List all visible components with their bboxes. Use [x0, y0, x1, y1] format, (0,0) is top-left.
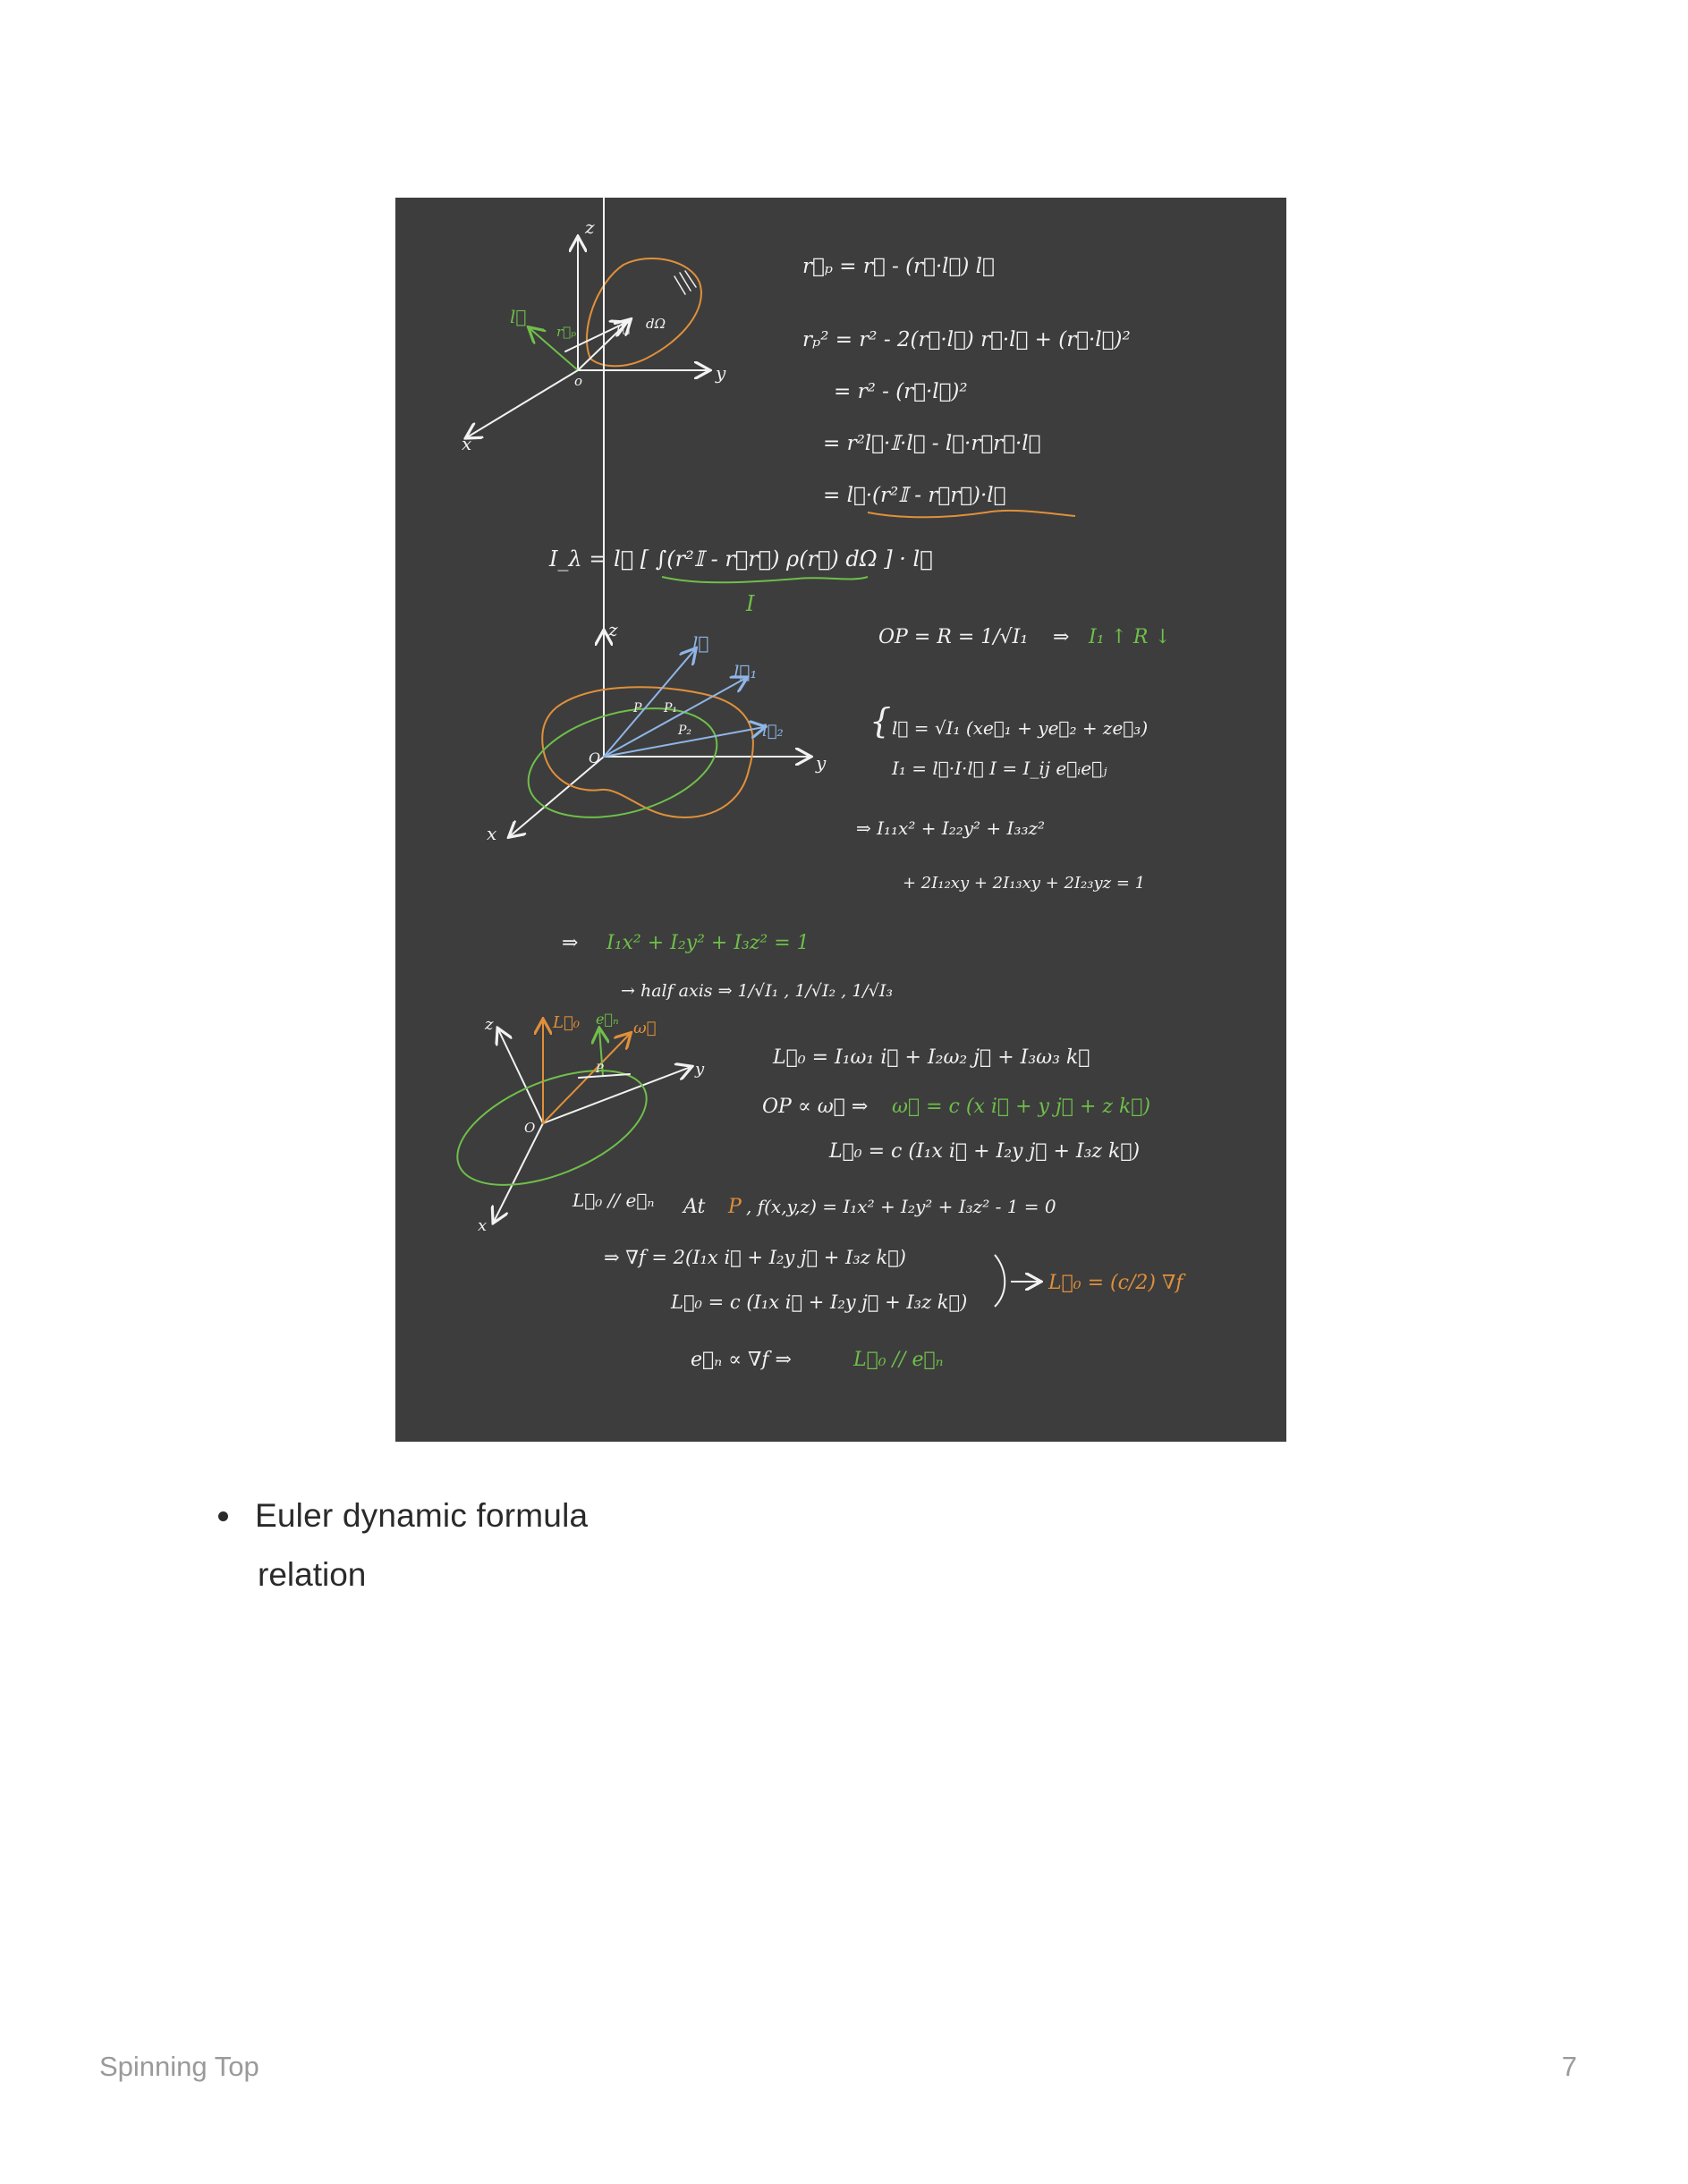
- bullet-sub-text: relation: [258, 1556, 367, 1593]
- tangent-line: [579, 1074, 630, 1078]
- axis-z-line-3: [498, 1029, 543, 1123]
- diagram1-axis-z-label: z: [585, 216, 595, 238]
- deriv3-brace-right: [995, 1255, 1005, 1307]
- deriv3-L3: L⃗₀ = c (I₁x i⃗ + I₂y j⃗ + I₃z k⃗): [671, 1291, 968, 1313]
- diagram1-dOmega-label: dΩ: [646, 316, 666, 332]
- axis-x-line-2: [510, 757, 604, 836]
- deriv2-op-result: I₁ ↑ R ↓: [1089, 626, 1171, 648]
- inertia-ellipse-3: [442, 1047, 663, 1208]
- deriv2-brace: {: [869, 701, 892, 741]
- deriv3-parallel: L⃗₀ // e⃗ₙ: [573, 1189, 655, 1211]
- diagram2-axis-z-label: z: [608, 619, 618, 640]
- bullet-list: [215, 1489, 588, 1543]
- vec-w-arrow: [543, 1034, 630, 1123]
- diagram2-point-p1-label: P₁: [664, 701, 678, 715]
- list-item: [215, 1489, 588, 1543]
- deriv1-line4: = r²l⃗·𝕀·l⃗ - l⃗·r⃗r⃗·l⃗: [823, 432, 1041, 455]
- bullet-item-text: Euler dynamic formula: [255, 1497, 589, 1534]
- deriv3-L2: L⃗₀ = c (I₁x i⃗ + I₂y j⃗ + I₃z k⃗): [829, 1140, 1141, 1163]
- deriv3-grad: ⇒ ∇f = 2(I₁x i⃗ + I₂y j⃗ + I₃z k⃗): [604, 1247, 906, 1268]
- diagram3-vec-en-label: e⃗ₙ: [596, 1011, 619, 1028]
- deriv2-ellipsoid-arrow: ⇒: [562, 932, 579, 954]
- deriv3-w: ω⃗ = c (x i⃗ + y j⃗ + z k⃗): [892, 1096, 1151, 1118]
- diagram1-vec-r-label: r⃗: [616, 321, 631, 335]
- deriv3-en-grad: e⃗ₙ ∝ ∇f ⇒: [691, 1349, 792, 1371]
- diagram3-axis-x-label: x: [478, 1216, 488, 1235]
- deriv3-at-point: P: [728, 1196, 742, 1218]
- footer-page-number: 7: [1561, 2051, 1577, 2082]
- deriv2-sys2: I₁ = l⃗·I·l⃗ I = I_ij e⃗ᵢe⃗ⱼ: [892, 758, 1107, 779]
- vec-l-2-arrow: [604, 649, 695, 757]
- diagram1-axis-y-label: y: [716, 362, 726, 384]
- deriv3-L: L⃗₀ = I₁ω₁ i⃗ + I₂ω₂ j⃗ + I₃ω₃ k⃗: [773, 1046, 1090, 1069]
- diagram2-origin-label: O: [589, 749, 601, 766]
- diagram-body-element: [467, 238, 708, 437]
- diagram2-axis-y-label: y: [816, 752, 827, 774]
- deriv2-op: OP = R = 1/√I₁: [878, 626, 1029, 648]
- deriv2-half-axis: → half axis ⇒ 1/√I₁ , 1/√I₂ , 1/√I₃: [621, 981, 893, 1001]
- deriv1-inertia: I_λ = l⃗ [ ∫(r²𝕀 - r⃗r⃗) ρ(r⃗) dΩ ] · l⃗: [549, 546, 933, 571]
- diagram2-point-p-label: P: [633, 701, 642, 715]
- deriv2-ellipsoid: I₁x² + I₂y² + I₃z² = 1: [606, 932, 810, 954]
- volume-element-hatch: [674, 271, 696, 294]
- diagram3-origin-label: O: [524, 1120, 536, 1136]
- deriv1-line3: = r² - (r⃗·l⃗)²: [834, 380, 968, 403]
- diagram2-axis-x-label: x: [487, 823, 497, 844]
- footer-document-title: Spinning Top: [99, 2051, 259, 2082]
- deriv1-line2: rₚ² = r² - 2(r⃗·l⃗) r⃗·l⃗ + (r⃗·l⃗)²: [802, 328, 1131, 351]
- deriv1-line5: = l⃗·(r²𝕀 - r⃗r⃗)·l⃗: [823, 484, 1006, 507]
- deriv2-expand2: + 2I₁₂xy + 2I₁₃xy + 2I₂₃yz = 1: [903, 874, 1146, 893]
- diagram1-axis-x-label: x: [462, 433, 472, 454]
- deriv1-underline: [868, 511, 1075, 517]
- deriv3-at-suffix: , f(x,y,z) = I₁x² + I₂y² + I₃z² - 1 = 0: [746, 1196, 1056, 1217]
- diagram2-vec-l1-label: l⃗₁: [734, 661, 758, 682]
- diagram3-axis-y-label: y: [695, 1060, 705, 1079]
- diagram2-vec-l2-label: l⃗₂: [762, 722, 784, 741]
- deriv3-result: L⃗₀ = (c/2) ∇f: [1048, 1272, 1183, 1294]
- diagram1-vec-rp-label: r⃗ₚ: [556, 324, 577, 340]
- deriv1-line1: r⃗ₚ = r⃗ - (r⃗·l⃗) l⃗: [802, 255, 995, 278]
- deriv3-op-w: OP ∝ ω⃗ ⇒: [762, 1096, 869, 1118]
- axis-x-line-3: [494, 1123, 543, 1222]
- handwritten-notes-figure: [395, 198, 1286, 1442]
- deriv2-sys1: l⃗ = √I₁ (xe⃗₁ + ye⃗₂ + ze⃗₃): [892, 717, 1149, 739]
- deriv2-op-arrow: ⇒: [1053, 626, 1070, 648]
- diagram1-vec-l-label: l⃗: [510, 306, 527, 327]
- diagram2-point-p2-label: P₂: [678, 724, 692, 738]
- diagram1-origin-label: o: [574, 373, 583, 389]
- ellipsoid-body-outline: [542, 687, 753, 817]
- diagram3-vec-L-label: L⃗₀: [553, 1013, 580, 1032]
- diagram3-axis-z-label: z: [485, 1015, 494, 1034]
- diagram3-vec-w-label: ω⃗: [633, 1019, 657, 1037]
- deriv1-inertia-underline: [662, 577, 868, 582]
- deriv1-inertia-label: I: [746, 591, 755, 616]
- diagram2-vec-l-label: l⃗: [692, 632, 709, 654]
- bullet-point-icon: [218, 1511, 228, 1521]
- diagram3-point-p-label: P: [596, 1062, 604, 1076]
- deriv3-conclusion: L⃗₀ // e⃗ₙ: [853, 1349, 944, 1371]
- deriv2-expand1: ⇒ I₁₁x² + I₂₂y² + I₃₃z²: [856, 817, 1046, 839]
- axis-x-line: [467, 370, 578, 437]
- deriv3-at-prefix: At: [683, 1196, 706, 1218]
- notes-drawing: [395, 198, 1286, 1442]
